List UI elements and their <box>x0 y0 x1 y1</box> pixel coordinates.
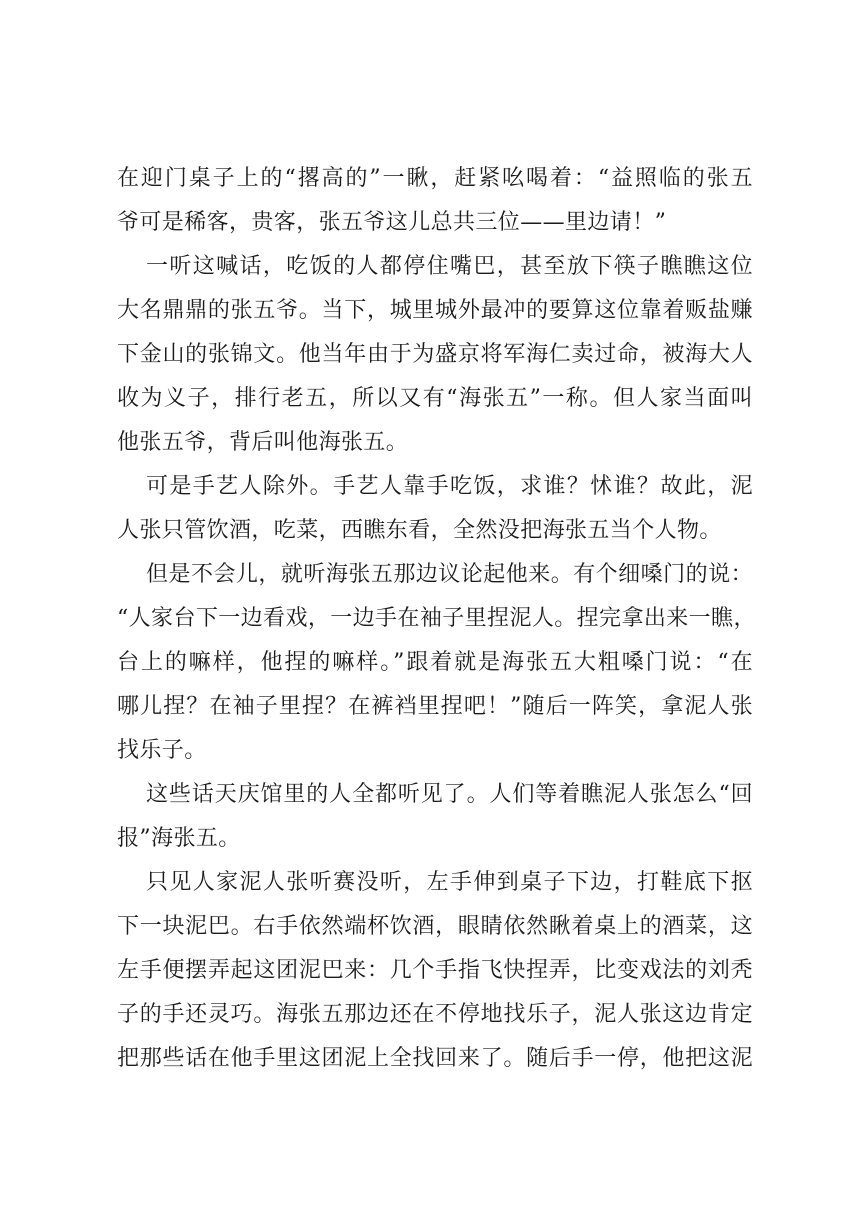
text-line: “人家台下一边看戏，一边手在袖子里捏泥人。捏完拿出来一瞧， <box>117 606 756 631</box>
text-line: 台上的嘛样，他捏的嘛样。”跟着就是海张五大粗嗓门说：“在 <box>117 650 753 675</box>
text-line: 收为义子，排行老五，所以又有“海张五”一称。但人家当面叫 <box>117 386 753 411</box>
text-line: 他张五爷，背后叫他海张五。 <box>117 430 409 455</box>
text-line: 人张只管饮酒，吃菜，西瞧东看，全然没把海张五当个人物。 <box>117 518 722 543</box>
text-line: 可是手艺人除外。手艺人靠手吃饭，求谁？怵谁？故此，泥 <box>146 474 753 499</box>
text-line: 一听这喊话，吃饭的人都停住嘴巴，甚至放下筷子瞧瞧这位 <box>146 254 753 279</box>
text-line: 下金山的张锦文。他当年由于为盛京将军海仁卖过命，被海大人 <box>117 342 753 367</box>
text-line: 左手便摆弄起这团泥巴来：几个手指飞快捏弄，比变戏法的刘秃 <box>117 958 753 983</box>
text-line: 大名鼎鼎的张五爷。当下，城里城外最冲的要算这位靠着贩盐赚 <box>117 298 753 323</box>
text-line: 这些话天庆馆里的人全都听见了。人们等着瞧泥人张怎么“回 <box>146 782 753 807</box>
document-body <box>117 157 756 1081</box>
text-line: 只见人家泥人张听赛没听，左手伸到桌子下边，打鞋底下抠 <box>146 870 753 895</box>
text-line: 在迎门桌子上的“撂高的”一瞅，赶紧吆喝着：“益照临的张五 <box>117 166 753 191</box>
text-line: 下一块泥巴。右手依然端杯饮酒，眼睛依然瞅着桌上的酒菜，这 <box>117 914 753 939</box>
text-line: 报”海张五。 <box>117 826 241 851</box>
text-line: 子的手还灵巧。海张五那边还在不停地找乐子，泥人张这边肯定 <box>117 1002 753 1027</box>
text-line: 把那些话在他手里这团泥上全找回来了。随后手一停，他把这泥 <box>117 1046 753 1071</box>
text-line: 爷可是稀客，贵客，张五爷这儿总共三位——里边请！” <box>117 210 667 235</box>
text-line: 哪儿捏？在袖子里捏？在裤裆里捏吧！”随后一阵笑，拿泥人张 <box>117 694 753 719</box>
text-line: 找乐子。 <box>117 738 207 763</box>
text-line: 但是不会儿，就听海张五那边议论起他来。有个细嗓门的说： <box>146 562 753 587</box>
